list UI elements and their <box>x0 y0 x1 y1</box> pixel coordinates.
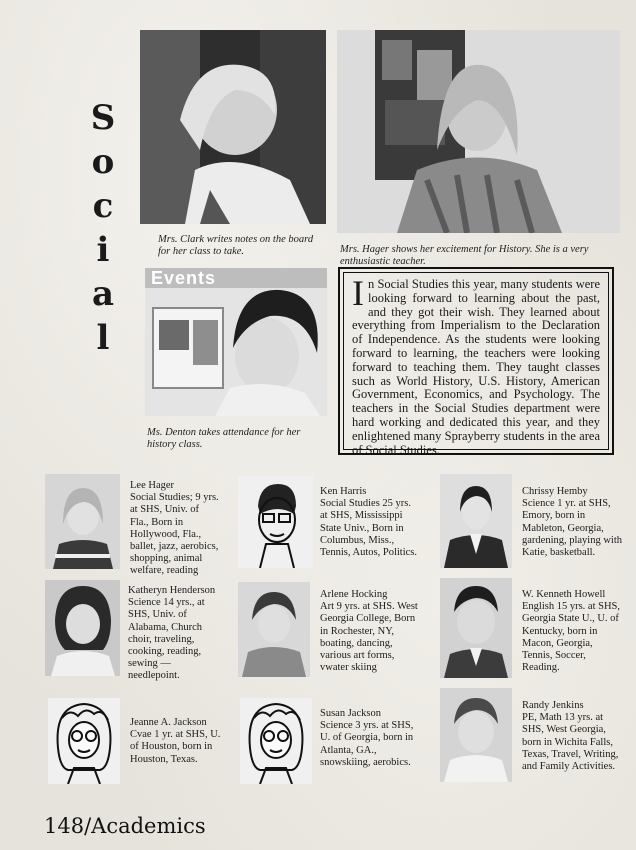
bio-line: snowskiing, aerobics. <box>320 756 411 768</box>
section-title-vertical <box>88 96 118 360</box>
bio-line: Randy Jenkins <box>522 700 584 711</box>
photo-ms-denton <box>145 268 327 416</box>
caption-line: history class. <box>147 439 203 450</box>
bio-line: Arlene Hocking <box>320 589 388 600</box>
title-letter: o <box>91 142 115 182</box>
article-inner <box>343 272 609 457</box>
bio-line: cooking, reading, <box>128 646 202 658</box>
bio-line: vwater skiing <box>320 662 377 674</box>
bio-line: SHS, Univ. of <box>128 609 187 621</box>
events-sign-text: Events <box>151 268 217 288</box>
bio-w-kenneth-howell <box>522 589 620 674</box>
portrait-susan-jackson-caricature <box>240 698 312 784</box>
bio-line: Texas, Travel, Writing, <box>522 748 619 760</box>
portrait-ken-harris-caricature <box>238 476 313 568</box>
caption-mrs-hager <box>340 244 588 268</box>
title-letter: i <box>96 230 110 270</box>
bio-line: Mableton, Georgia, <box>522 522 604 534</box>
bio-katheryn-henderson <box>128 585 215 683</box>
bio-line: at SHS, Mississippi <box>320 510 403 522</box>
bio-susan-jackson <box>320 708 413 769</box>
bio-line: born in Wichita Falls, <box>522 736 613 748</box>
bio-line: Ken Harris <box>320 486 367 497</box>
title-letter: a <box>91 274 115 314</box>
bio-line: Kentucky, born in <box>522 625 598 637</box>
portrait-lee-hager <box>45 474 120 569</box>
caption-line: enthusiastic teacher. <box>340 256 426 267</box>
bio-line: of Houston, born in <box>130 741 213 753</box>
bio-ken-harris <box>320 486 417 559</box>
bio-jeanne-jackson <box>130 717 220 766</box>
photo-mrs-hager <box>337 30 620 233</box>
bio-line: in Rochester, NY, <box>320 625 395 637</box>
caption-line: Mrs. Hager shows her excitement for History. She is a very <box>340 244 589 255</box>
bio-line: Macon, Georgia, <box>522 637 593 649</box>
portrait-katheryn-henderson <box>45 580 120 676</box>
caption-line: Ms. Denton takes attendance for her <box>147 427 301 438</box>
bio-line: W. Kenneth Howell <box>522 589 606 600</box>
bio-line: Houston, Texas. <box>130 753 198 765</box>
portrait-randy-jenkins <box>440 688 512 782</box>
photo-mrs-clark <box>140 30 326 224</box>
bio-line: and Family Activities. <box>522 761 616 773</box>
bio-line: boating, dancing, <box>320 637 393 649</box>
bio-line: Art 9 yrs. at SHS. West <box>320 601 418 613</box>
bio-line: Social Studies; 9 yrs. <box>130 492 219 504</box>
portrait-w-kenneth-howell <box>440 578 512 678</box>
caption-mrs-clark <box>158 234 313 258</box>
bio-line: choir, traveling, <box>128 633 195 645</box>
title-letter: S <box>90 98 116 138</box>
bio-line: Emory, born in <box>522 510 586 522</box>
bio-line: Georgia State U., U. of <box>522 613 619 625</box>
title-letter: c <box>92 186 114 226</box>
article-body: n Social Studies this year, many students were looking forward to learning about the past, and they got their wish. They learned about everything from Imperialism to the Declaration of Independence. As the students were looking forward to learning, the teachers were looking forward to teaching them. They taught classes such as World History, U.S. History, American Government, Economics, and Psychology. The teachers in the Social Studies department were hard working and dedicated this year, and they enlightened many Sprayberry students in the area of Social Studies. <box>352 277 600 457</box>
bio-line: Cvae 1 yr. at SHS, U. <box>130 729 221 741</box>
bio-randy-jenkins <box>522 700 618 773</box>
bio-line: at SHS, Univ. of <box>130 504 200 516</box>
bio-line: Tennis, Soccer, <box>522 650 586 662</box>
caption-line: Mrs. Clark writes notes on the board <box>158 234 314 245</box>
bio-line: Hollywood, Fla., <box>130 528 202 540</box>
title-letter: l <box>96 318 110 358</box>
portrait-chrissy-hemby <box>440 474 512 568</box>
portrait-arlene-hocking <box>238 582 310 677</box>
portrait-jeanne-jackson-caricature <box>48 698 120 784</box>
bio-line: Jeanne A. Jackson <box>130 717 207 728</box>
bio-line: Alabama, Church <box>128 621 203 633</box>
bio-line: SHS, West Georgia, <box>522 724 606 736</box>
article-drop-cap: I <box>352 273 364 313</box>
bio-line: Fla., Born in <box>130 516 184 528</box>
caption-line: for her class to take. <box>158 246 245 257</box>
bio-line: Tennis, Autos, Politics. <box>320 547 417 559</box>
bio-line: Chrissy Hemby <box>522 486 588 497</box>
bio-line: Social Studies 25 yrs. <box>320 498 411 510</box>
bio-line: ballet, jazz, aerobics, <box>130 541 219 553</box>
bio-line: needlepoint. <box>128 670 180 682</box>
bio-arlene-hocking <box>320 589 418 674</box>
bio-chrissy-hemby <box>522 486 622 559</box>
bio-line: Georgia College, Born <box>320 613 416 625</box>
bio-line: welfare, reading <box>130 565 199 577</box>
bio-line: gardening, playing with <box>522 534 623 546</box>
bio-line: various art forms, <box>320 650 395 662</box>
bio-line: shopping, animal <box>130 553 203 565</box>
bio-line: State Univ., Born in <box>320 522 404 534</box>
caption-ms-denton <box>147 427 300 451</box>
page-footer: 148/Academics <box>44 814 206 838</box>
bio-line: Science 14 yrs., at <box>128 597 205 609</box>
bio-line: Reading. <box>522 662 560 674</box>
bio-line: PE, Math 13 yrs. at <box>522 712 604 724</box>
bio-line: Atlanta, GA., <box>320 744 377 756</box>
bio-line: Science 1 yr. at SHS, <box>522 498 611 510</box>
bio-line: Science 3 yrs. at SHS, <box>320 720 414 732</box>
bio-line: Katheryn Henderson <box>128 585 216 596</box>
bio-line: sewing — <box>128 658 171 670</box>
bio-lee-hager <box>130 480 219 578</box>
bio-line: Columbus, Miss., <box>320 534 395 546</box>
bio-line: English 15 yrs. at SHS, <box>522 601 621 613</box>
bio-line: Lee Hager <box>130 480 175 491</box>
bio-line: Susan Jackson <box>320 708 381 719</box>
article-box <box>338 267 614 455</box>
bio-line: Katie, basketball. <box>522 547 596 559</box>
bio-line: U. of Georgia, born in <box>320 732 414 744</box>
